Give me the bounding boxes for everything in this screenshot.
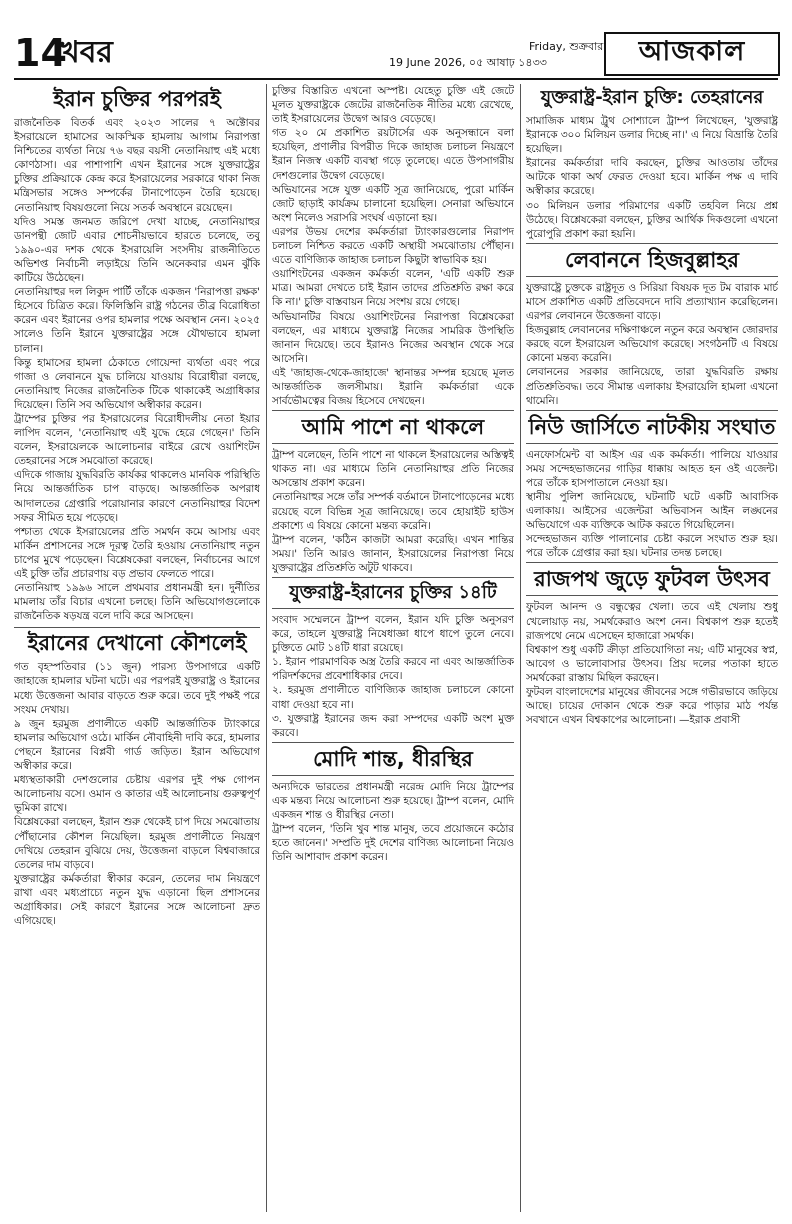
article-paragraph: ইরানের কর্মকর্তারা দাবি করছেন, চুক্তির আওতায় তাঁদের আটকে থাকা অর্থ ফেরত দেওয়া হবে। মার্কিন পক্ষ এ দাবি অস্বীকার করেছে। <box>526 157 778 198</box>
article-paragraph: এনফোর্সমেন্ট বা আইস এর এক কর্মকর্তা। পালিয়ে যাওয়ার সময় সন্দেহভাজনের গাড়ির ধাক্কায় আহত হন ওই এজেন্ট। পরে তাঁকে হাসপাতালে নেওয়া হয়। <box>526 448 778 489</box>
article-paragraph: ৩০ মিলিয়ন ডলার পরিমাণের একটি তহবিল নিয়ে প্রশ্ন উঠেছে। বিশ্লেষকেরা বলছেন, চুক্তির আর্থিক দিকগুলো এখনো পুরোপুরি প্রকাশ করা হয়নি। <box>526 199 778 240</box>
header-rule <box>14 78 778 80</box>
article-paragraph: ট্রাম্পের চুক্তির পর ইসরায়েলের বিরোধীদলীয় নেতা ইয়ার লাপিদ বলেন, 'নেতানিয়াহু এই যুদ্ধে হেরে গেছেন।' তিনি বলেন, ইসরায়েলকে আলোচনার বাইরে রেখে ওয়াশিংটন তেহরানের সঙ্গে সমঝোতা করেছে। <box>14 412 260 468</box>
headline-football: রাজপথ জুড়ে ফুটবল উৎসব <box>526 562 778 596</box>
article-paragraph: চুক্তির বিস্তারিত এখনো অস্পষ্ট। যেহেতু চুক্তি এই জেটে মূলত যুক্তরাষ্ট্রকে জেটের রাজনৈতিক নীতির মধ্যে রেখেছে, তাই ইসরায়েলের উদ্বেগ আরও বেড়েছে। <box>272 85 514 126</box>
article-paragraph: ৯ জুন হরমুজ প্রণালীতে একটি আন্তর্জাতিক ট্যাংকারে হামলার অভিযোগ ওঠে। মার্কিন নৌবাহিনী দাবি করে, হামলার পেছনে ইরানের বিপ্লবী গার্ড জড়িত। ইরান অভিযোগ অস্বীকার করে। <box>14 717 260 773</box>
column-2 <box>272 84 514 1214</box>
article-paragraph: ট্রাম্প বলেছেন, তিনি পাশে না থাকলে ইসরায়েলের অস্তিত্বই থাকত না। এর মাধ্যমে তিনি নেতানিয়াহুর প্রতি নিজের অসন্তোষ প্রকাশ করেন। <box>272 449 514 490</box>
article-paragraph: লেবাননের সরকার জানিয়েছে, তারা যুদ্ধবিরতি রক্ষায় প্রতিশ্রুতিবদ্ধ। তবে সীমান্ত এলাকায় ইসরায়েলি হামলা এখনো থামেনি। <box>526 366 778 407</box>
article-paragraph: হিজবুল্লাহ লেবাননের দক্ষিণাঞ্চলে নতুন করে অবস্থান জোরদার করছে বলে ইসরায়েল অভিযোগ করেছে। সংগঠনটি এ বিষয়ে কোনো মন্তব্য করেনি। <box>526 324 778 365</box>
column-3 <box>526 84 778 1214</box>
article-paragraph: এদিকে গাজায় যুদ্ধবিরতি কার্যকর থাকলেও মানবিক পরিস্থিতি নিয়ে আন্তর্জাতিক চাপ বাড়ছে। আন্তর্জাতিক অপরাধ আদালতের গ্রেপ্তারি পরোয়ানার কারণে নেতানিয়াহুর বিদেশ সফর সীমিত হয়ে পড়েছে। <box>14 469 260 524</box>
headline-hezbollah: লেবাননে হিজবুল্লাহর <box>526 243 778 277</box>
section-name: খবর <box>60 35 113 70</box>
article-paragraph: গত ২০ মে প্রকাশিত রয়টার্সের এক অনুসন্ধানে বলা হয়েছিল, প্রণালীর বিপরীত দিকে জাহাজ চলাচল নিয়ন্ত্রণে ইরান নিজস্ব একটি ব্যবস্থা গড়ে তুলেছে। এতে উপসাগরীয় দেশগুলোর উদ্বেগ বেড়েছে। <box>272 127 514 182</box>
article-paragraph: ৩. যুক্তরাষ্ট্র ইরানের জব্দ করা সম্পদের একটি অংশ মুক্ত করবে। <box>272 712 514 739</box>
article-paragraph: ফুটবল আনন্দ ও বন্ধুত্বের খেলা। তবে এই খেলায় শুধু খেলোয়াড় নয়, সমর্থকেরাও অংশ নেন। বিশ্বকাপ শুরু হতেই রাজপথে নেমে এসেছেন হাজারো সমর্থক। <box>526 601 778 642</box>
day-label: Friday, শুক্রবার <box>529 40 604 53</box>
article-paragraph: নেতানিয়াহুর সঙ্গে তাঁর সম্পর্ক বর্তমানে টানাপোড়েনের মধ্যে রয়েছে বলে বিভিন্ন সূত্র জানিয়েছে। তবে হোয়াইট হাউস প্রকাশ্যে এ বিষয়ে কোনো মন্তব্য করেনি। <box>272 491 514 532</box>
article-paragraph: গত বৃহস্পতিবার (১১ জুন) পারস্য উপসাগরে একটি জাহাজে হামলার ঘটনা ঘটে। এর পরপরই যুক্তরাষ্ট্র ও ইরানের মধ্যে উত্তেজনা আবার বাড়তে শুরু করে। তবে দুই পক্ষই পরে সংযম দেখায়। <box>14 661 260 716</box>
article-paragraph: ওয়াশিংটনের একজন কর্মকর্তা বলেন, 'এটি একটি শুরু মাত্র। আমরা দেখতে চাই ইরান তাদের প্রতিশ্রুতি রক্ষা করে কি না।' চুক্তি বাস্তবায়ন নিয়ে সংশয় রয়ে গেছে। <box>272 268 514 309</box>
article-paragraph: পশ্চাত্য থেকে ইসরায়েলের প্রতি সমর্থন কমে আসায় এবং মার্কিন প্রশাসনের সঙ্গে দূরত্ব তৈরি হওয়ায় নেতানিয়াহু নতুন চাপের মুখে পড়েছেন। বিশ্লেষকেরা বলছেন, নির্বাচনের আগে এই চুক্তি তাঁর প্রচারণায় বড় প্রভাব ফেলতে পারে। <box>14 525 260 580</box>
headline-not-beside: আমি পাশে না থাকলে <box>272 410 514 444</box>
column-divider <box>266 84 267 1212</box>
article-paragraph: এরপর উভয় দেশের কর্মকর্তারা ট্যাংকারগুলোর নিরাপদ চলাচল নিশ্চিত করতে একটি অস্থায়ী সমঝোতায় পৌঁছান। এতে বাণিজ্যিক জাহাজ চলাচল কিছুটা স্বাভাবিক হয়। <box>272 225 514 267</box>
date-line: 19 June 2026, ০৫ আষাঢ় ১৪৩৩ <box>389 56 547 69</box>
article-paragraph: স্থানীয় পুলিশ জানিয়েছে, ঘটনাটি ঘটে একটি আবাসিক এলাকায়। আইসের এজেন্টরা অভিবাসন আইন লঙ্ঘনের অভিযোগে এক ব্যক্তিকে আটক করতে গিয়েছিলেন। <box>526 490 778 532</box>
article-paragraph: কিন্তু হামাসের হামলা ঠেকাতে গোয়েন্দা ব্যর্থতা এবং পরে গাজা ও লেবাননে যুদ্ধ চালিয়ে যাওয়ায় বিরোধীরা বলছে, নেতানিয়াহু নিজের রাজনৈতিক টিকে থাকাকেই অগ্রাধিকার দিয়েছেন। তিনি সব অভিযোগ অস্বীকার করেন। <box>14 356 260 411</box>
masthead-logo <box>604 32 780 76</box>
article-paragraph: সন্দেহভাজন ব্যক্তি পালানোর চেষ্টা করলে সংঘাত শুরু হয়। পরে তাঁকে গ্রেপ্তার করা হয়। ঘটনার তদন্ত চলছে। <box>526 533 778 560</box>
article-paragraph: নেতানিয়াহুর দল লিকুদ পার্টি তাঁকে একজন 'নিরাপত্তা রক্ষক' হিসেবে চিত্রিত করে। ফিলিস্তিনি রাষ্ট্র গঠনের তীব্র বিরোধিতা করেন এবং ইরানের ওপর হামলার পক্ষে অবস্থান নেন। ২০২৫ সালেও তিনি ইরানে যুক্তরাষ্ট্রের সঙ্গে যৌথভাবে হামলা চালান। <box>14 286 260 355</box>
article-paragraph: অভিযানটির বিষয়ে ওয়াশিংটনের নিরাপত্তা বিশ্লেষকেরা বলছেন, এর মাধ্যমে যুক্তরাষ্ট্র নিজের সামরিক উপস্থিতি জানান দিয়েছে। তবে ইরানও নিজের অবস্থান থেকে সরে আসেনি। <box>272 310 514 365</box>
article-paragraph: নেতানিয়াহু ১৯৯৬ সালে প্রথমবার প্রধানমন্ত্রী হন। দুর্নীতির মামলায় তাঁর বিচার এখনো চলছে। তিনি অভিযোগগুলোকে রাজনৈতিক ষড়যন্ত্র বলে দাবি করে আসছেন। <box>14 582 260 623</box>
article-paragraph: ১. ইরান পারমাণবিক অস্ত্র তৈরি করবে না এবং আন্তর্জাতিক পরিদর্শকদের প্রবেশাধিকার দেবে। <box>272 656 514 683</box>
headline-iran-deal: ইরান চুক্তির পরপরই <box>53 87 221 111</box>
column-1 <box>14 84 260 1214</box>
page-number: 14 <box>14 31 67 75</box>
article-paragraph: যুক্তরাষ্ট্রের কর্মকর্তারা স্বীকার করেন, তেলের দাম নিয়ন্ত্রণে রাখা এবং মধ্যপ্রাচ্যে নতুন যুদ্ধ এড়ানো ছিল প্রশাসনের অগ্রাধিকার। সেই কারণে ইরানের সঙ্গে আলোচনা দ্রুত এগিয়েছে। <box>14 872 260 928</box>
article-paragraph: ট্রাম্প বলেন, 'তিনি খুব শান্ত মানুষ, তবে প্রয়োজনে কঠোর হতে জানেন।' সম্প্রতি দুই দেশের বাণিজ্য আলোচনা নিয়েও তিনি আশাবাদ প্রকাশ করেন। <box>272 823 514 864</box>
article-paragraph: সংবাদ সম্মেলনে ট্রাম্প বলেন, ইরান যদি চুক্তি অনুসরণ করে, তাহলে যুক্তরাষ্ট্র নিষেধাজ্ঞা ধাপে ধাপে তুলে নেবে। চুক্তিতে মোট ১৪টি ধারা রয়েছে। <box>272 614 514 655</box>
section-rule <box>14 627 260 628</box>
masthead-text: আজকাল <box>638 36 746 67</box>
headline-tehran: যুক্তরাষ্ট্র-ইরান চুক্তি: তেহরানের <box>540 87 764 108</box>
article-paragraph: রাজনৈতিক বিতর্ক এবং ২০২৩ সালের ৭ অক্টোবর ইসরায়েলে হামাসের আকস্মিক হামলায় আগাম নিরাপত্তা নিশ্চিতের ব্যর্থতা নিয়ে ৭৬ বছর বয়সী নেতানিয়াহু এই মধ্যে কোণঠাসা। এর পাশাপাশি এখন ইরানের সঙ্গে যুক্তরাষ্ট্রের চুক্তির প্রক্রিয়াকে কেন্দ্র করে ইসরায়েলের সরকারে থাকা নিজ মন্ত্রিসভার সঙ্গেও সম্পর্কের টানাপোড়েন তৈরি হয়েছে। নেতানিয়াহু বিষয়গুলো নিয়ে সতর্ক অবস্থানে রয়েছেন। <box>14 117 260 214</box>
headline-iran-strategy: ইরানের দেখানো কৌশলেই <box>27 631 247 656</box>
column-divider <box>520 84 521 1212</box>
article-paragraph: অভিযানের সঙ্গে যুক্ত একটি সূত্র জানিয়েছে, পুরো মার্কিন জোট ছাড়াই কার্যক্রম চালানো হয়েছিল। সেনারা অভিযানে অংশ নিলেও সরাসরি সংঘর্ষ এড়ানো হয়। <box>272 183 514 224</box>
article-paragraph: যদিও সমস্ত জনমত জরিপে দেখা যাচ্ছে, নেতানিয়াহুর ডানপন্থী জোট এবার শোচনীয়ভাবে হারতে চলেছে, তবু ১৯৯০-এর দশক থেকে ইসরায়েলি সংসদীয় রাজনীতিতে অভিশপ্ত নির্বাচনী লড়াইয়ে তিনি অনেকবার এমন ঝুঁকি কাটিয়ে উঠেছেন। <box>14 215 260 285</box>
page-header <box>14 30 778 76</box>
headline-new-jersey: নিউ জার্সিতে নাটকীয় সংঘাত <box>526 410 778 444</box>
article-paragraph: বিশ্লেষকেরা বলছেন, ইরান শুরু থেকেই চাপ দিয়ে সমঝোতায় পৌঁছানোর কৌশল নিয়েছিল। হরমুজ প্রণালীতে নিয়ন্ত্রণ দেখিয়ে তেহরান বুঝিয়ে দেয়, উত্তেজনা বাড়লে বিশ্ববাজারে তেলের দাম বাড়বে। <box>14 816 260 871</box>
article-paragraph: ২. হরমুজ প্রণালীতে বাণিজ্যিক জাহাজ চলাচলে কোনো বাধা দেওয়া হবে না। <box>272 684 514 711</box>
headline-modi: মোদি শান্ত, ধীরস্থির <box>272 742 514 776</box>
article-paragraph: ফুটবল বাংলাদেশের মানুষের জীবনের সঙ্গে গভীরভাবে জড়িয়ে আছে। চায়ের দোকান থেকে শুরু করে পাড়ার মাঠ পর্যন্ত সবখানে এখন বিশ্বকাপের আলোচনা। —ইরাক প্রবাসী <box>526 686 778 727</box>
article-paragraph: মধ্যস্থতাকারী দেশগুলোর চেষ্টায় এরপর দুই পক্ষ গোপন আলোচনায় বসে। ওমান ও কাতার এই আলোচনায় গুরুত্বপূর্ণ ভূমিকা রাখে। <box>14 774 260 815</box>
article-paragraph: সামাজিক মাধ্যম ট্রুথ সোশ্যালে ট্রাম্প লিখেছেন, 'যুক্তরাষ্ট্র ইরানকে ৩০০ মিলিয়ন ডলার দিচ্ছে না।' এ নিয়ে বিভ্রান্তি তৈরি হয়েছিল। <box>526 115 778 156</box>
article-paragraph: অন্যদিকে ভারতের প্রধানমন্ত্রী নরেন্দ্র মোদি নিয়ে ট্রাম্পের এক মন্তব্য নিয়ে আলোচনা শুরু হয়েছে। ট্রাম্প বলেন, মোদি একজন শান্ত ও ধীরস্থির নেতা। <box>272 780 514 822</box>
headline-14-points: যুক্তরাষ্ট্র-ইরানের চুক্তির ১৪টি <box>272 577 514 609</box>
article-paragraph: ট্রাম্প বলেন, 'কঠিন কাজটা আমরা করেছি। এখন শান্তির সময়।' তিনি আরও জানান, ইসরায়েলের নিরাপত্তা নিয়ে যুক্তরাষ্ট্রের প্রতিশ্রুতি অটুট থাকবে। <box>272 533 514 574</box>
article-paragraph: বিশ্বকাপ শুধু একটি ক্রীড়া প্রতিযোগিতা নয়; এটি মানুষের স্বপ্ন, আবেগ ও ভালোবাসার উৎসব। প্রিয় দলের পতাকা হাতে সমর্থকেরা রাস্তায় মিছিল করছেন। <box>526 643 778 684</box>
article-paragraph: যুক্তরাষ্ট্রে চুক্তকে রাষ্ট্রদূত ও সিরিয়া বিষয়ক দূত টম বারাক মার্চ মাসে প্রকাশিত একটি প্রতিবেদনে দাবি প্রত্যাখ্যান করেছিলেন। এরপর লেবাননে উত্তেজনা বাড়ে। <box>526 281 778 323</box>
article-paragraph: এই 'জাহাজ-থেকে-জাহাজে' স্থানান্তর সম্পন্ন হয়েছে মূলত আন্তর্জাতিক জলসীমায়। ইরানি কর্মকর্তারা একে সার্বভৌমত্বের বিজয় হিসেবে দেখছেন। <box>272 366 514 408</box>
